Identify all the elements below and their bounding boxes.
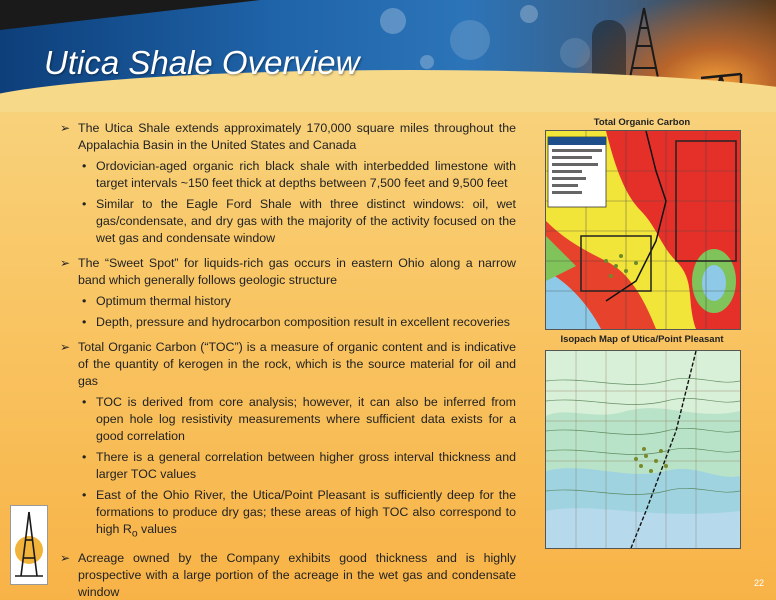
isopach-map-title: Isopach Map of Utica/Point Pleasant — [560, 334, 724, 345]
toc-map-graphic — [546, 131, 740, 329]
bokeh-decoration — [380, 8, 406, 34]
sub-bullet-item — [78, 487, 516, 542]
bullet-text: Total Organic Carbon (“TOC”) is a measure of organic content and is indicative of the quantity of kerogen in the rock, which is the source material for oil and gas — [78, 340, 516, 388]
sub-bullet-item: • Optimum thermal history — [78, 293, 516, 310]
sub-bullet-item: • Similar to the Eagle Ford Shale with three distinct windows: oil, wet gas/condensate, and dry gas with the majority of the activity focused on the wet gas and condensate window — [78, 196, 516, 247]
bokeh-decoration — [420, 55, 434, 69]
bokeh-decoration — [520, 5, 538, 23]
bullet-content — [60, 120, 516, 600]
sub-bullet-item: • There is a general correlation between higher gross interval thickness and larger TOC values — [78, 449, 516, 483]
ro-subscript: o — [131, 528, 138, 540]
company-logo — [10, 505, 48, 585]
sub-bullet-item: • Depth, pressure and hydrocarbon composition result in excellent recoveries — [78, 314, 516, 331]
sub-bullet-text: East of the Ohio River, the Utica/Point Pleasant is sufficiently deep for the formations to produce dry gas; these areas of high TOC also correspond to high R — [96, 488, 516, 536]
bullet-item — [60, 255, 516, 331]
isopach-map — [545, 350, 741, 549]
sub-bullet-item: • Ordovician-aged organic rich black shale with interbedded limestone with target intervals ~150 feet thick at depths between 7,500 feet and 9,500 feet — [78, 158, 516, 192]
isopach-map-graphic — [546, 351, 740, 548]
bullet-item — [60, 339, 516, 542]
slide-header — [0, 0, 776, 112]
sub-bullet-text: values — [137, 522, 177, 536]
sub-bullet-item: • TOC is derived from core analysis; however, it can also be inferred from open hole log resistivity measurements where sufficient data exists for a good correlation — [78, 394, 516, 445]
bokeh-decoration — [560, 38, 590, 68]
page-title: Utica Shale Overview — [44, 44, 360, 81]
bullet-text: Acreage owned by the Company exhibits good thickness and is highly prospective with a large portion of the acreage in the wet gas and condensate window — [78, 551, 516, 600]
bullet-item — [60, 120, 516, 247]
toc-map-title: Total Organic Carbon — [593, 117, 691, 128]
toc-map — [545, 130, 741, 330]
bullet-item — [60, 550, 516, 600]
page-number: 22 — [753, 578, 764, 588]
bullet-text: The “Sweet Spot” for liquids-rich gas occurs in eastern Ohio along a narrow band which generally follows geologic structure — [78, 256, 516, 287]
header-corner-decoration — [0, 0, 260, 30]
derrick-logo-icon — [11, 506, 47, 584]
bullet-text: The Utica Shale extends approximately 170,000 square miles throughout the Appalachia Basin in the United States and Canada — [78, 121, 516, 152]
bokeh-decoration — [450, 20, 490, 60]
